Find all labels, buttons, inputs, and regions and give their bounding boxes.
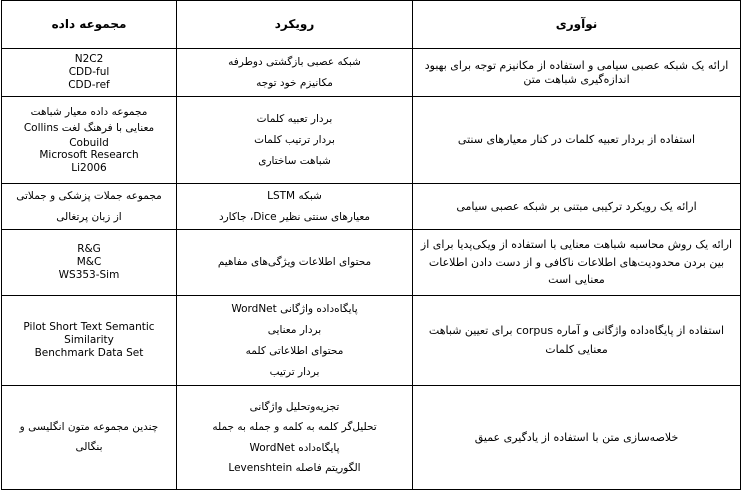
table-row [2,296,741,386]
cell-line: استفاده از بردار تعبیه کلمات در کنار معیارهای سنتی [457,133,696,147]
cell-line: شبکه LSTM [267,189,322,202]
cell-line: N2C2 [74,52,104,65]
table-row [2,97,741,184]
dataset-cell [2,230,177,296]
cell-line: شباهت ساختاری [258,154,331,167]
approach-cell [177,386,413,490]
dataset-cell [2,296,177,386]
cell-line: معنایی کلمات [545,342,608,356]
cell-line: بردار تعبیه کلمات [256,112,333,125]
cell-line: تحلیل‌گر کلمه به کلمه و جمله به جمله [212,421,377,434]
approach-cell [177,184,413,230]
cell-line: ارائه یک شبکه عصبی سیامی و استفاده از مکانیزم توجه برای بهبود [424,58,729,72]
cell-line: استفاده از پایگاه‌داده واژگانی و آماره corpus برای تعیین شباهت [428,323,725,337]
dataset-cell [2,184,177,230]
cell-line: شبکه عصبی بازگشتی دوطرفه [228,55,361,68]
cell-line: Microsoft Research [39,149,139,162]
cell-line: معیارهای سنتی نظیر Dice، جاکارد [218,210,371,223]
cell-line: بردار ترتیب کلمات [254,133,335,146]
cell-line: پایگاه‌داده واژگانی WordNet [231,302,358,315]
cell-line: پایگاه‌داده WordNet [249,441,340,454]
cell-line: مکانیزم خود توجه [256,76,333,89]
cell-line: الگوریتم فاصله Levenshtein [228,461,361,474]
cell-line: بردار ترتیب [269,365,320,378]
cell-line: CDD-ref [68,79,110,92]
cell-line: ارائه یک رویکرد ترکیبی مبتنی بر شبکه عصبی سیامی [456,199,697,213]
table-row [2,49,741,97]
header-approach: رویکرد [177,1,413,49]
innovation-cell [413,97,741,184]
cell-line: بنگالی [75,440,103,453]
cell-line: چندین مجموعه متون انگلیسی و [19,420,159,433]
cell-line: Li2006 [71,162,107,175]
table-row [2,230,741,296]
innovation-cell [413,184,741,230]
header-dataset: مجموعه داده [2,1,177,49]
dataset-cell [2,386,177,490]
table-row [2,386,741,490]
comparison-table [1,0,741,490]
approach-cell [177,296,413,386]
cell-line: Benchmark Data Set [34,347,144,360]
innovation-cell [413,230,741,296]
table-row [2,184,741,230]
approach-cell [177,230,413,296]
cell-line: معنایی است [548,273,605,287]
innovation-cell [413,49,741,97]
cell-line: از زبان پرتغالی [56,210,122,223]
cell-line: CDD-ful [68,65,110,78]
innovation-cell [413,296,741,386]
cell-line: خلاصه‌سازی متن با استفاده از یادگیری عمیق [474,430,679,444]
cell-line: WS353-Sim [58,269,120,282]
dataset-cell [2,49,177,97]
cell-line: مجموعه جملات پزشکی و جملاتی [16,189,162,202]
dataset-cell [2,97,177,184]
cell-line: R&G [77,242,101,255]
cell-line: Cobuild [69,136,109,149]
cell-line: مجموعه داده معیار شباهت [30,106,148,119]
cell-line: محتوای اطلاعاتی کلمه [245,344,344,357]
cell-line: محتوای اطلاعات ویژگی‌های مفاهیم [217,255,372,268]
cell-line: Similarity [64,333,114,346]
innovation-cell [413,386,741,490]
cell-line: ارائه یک روش محاسبه شباهت معنایی با استفاده از ویکی‌پدیا برای از [420,238,733,252]
cell-line: تجزیه‌وتحلیل واژگانی [249,400,340,413]
header-row [2,1,741,49]
cell-line: اندازه‌گیری شباهت متن [523,72,630,86]
cell-line: Pilot Short Text Semantic [23,320,155,333]
approach-cell [177,49,413,97]
approach-cell [177,97,413,184]
header-innovation: نوآوری [413,1,741,49]
cell-line: معنایی با فرهنگ لغت Collins [23,122,155,135]
cell-line: بردار معنایی [267,323,322,336]
cell-line: بین بردن محدودیت‌های اطلاعات ناکافی و از دست دادن اطلاعات [428,255,725,269]
cell-line: M&C [76,255,102,268]
